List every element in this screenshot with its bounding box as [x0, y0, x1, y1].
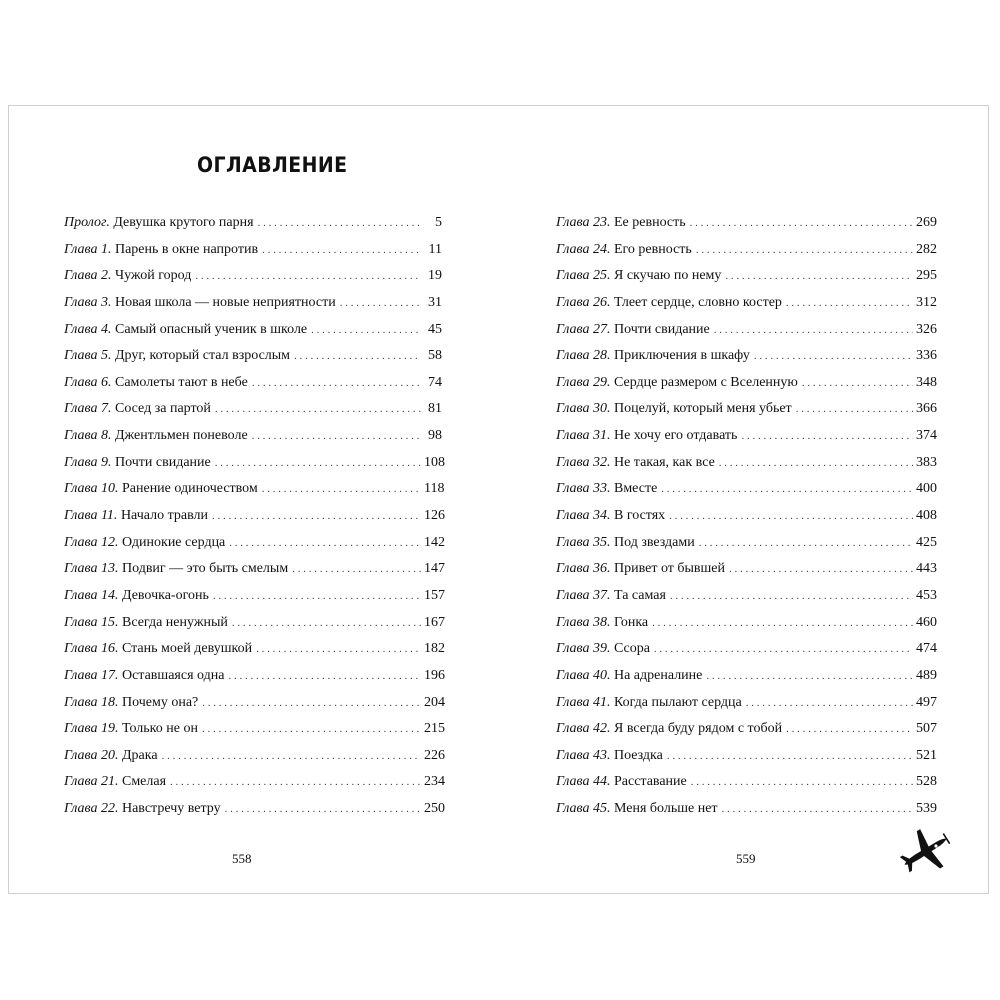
chapter-label: Глава 34. [556, 508, 611, 524]
toc-entry [556, 374, 937, 402]
chapter-label: Глава 23. [556, 215, 611, 230]
dot-leader [170, 776, 421, 788]
chapter-title: Драка [121, 747, 158, 763]
chapter-page-number: 204 [424, 694, 445, 710]
chapter-label: Глава 6. [64, 374, 112, 390]
chapter-title: Ссора [613, 641, 650, 657]
dot-leader [229, 537, 421, 549]
dot-leader [754, 350, 913, 362]
chapter-page-number: 521 [916, 747, 937, 763]
dot-leader [202, 723, 421, 735]
toc-entry [64, 641, 445, 668]
chapter-label: Глава 27. [556, 321, 611, 337]
chapter-title: Всегда ненужный [121, 614, 228, 630]
chapter-title: Только не он [121, 721, 198, 737]
chapter-page-number: 348 [916, 374, 937, 390]
toc-left-column [64, 215, 445, 828]
chapter-title: Его ревность [613, 241, 692, 257]
chapter-page-number: 400 [916, 481, 937, 497]
dot-leader [215, 457, 421, 469]
dot-leader [215, 403, 421, 415]
chapter-label: Глава 36. [556, 561, 611, 577]
chapter-label: Глава 13. [64, 561, 119, 577]
chapter-page-number: 215 [424, 721, 445, 737]
chapter-label: Глава 12. [64, 534, 119, 550]
toc-entry [64, 454, 445, 482]
chapter-label: Глава 9. [64, 454, 112, 470]
chapter-label: Глава 5. [64, 348, 112, 364]
chapter-label: Глава 19. [64, 721, 119, 737]
chapter-page-number: 226 [424, 747, 445, 763]
chapter-page-number: 539 [916, 801, 937, 817]
toc-entry [556, 294, 937, 322]
toc-entry [556, 747, 937, 775]
dot-leader [725, 270, 913, 282]
dot-leader [195, 270, 421, 282]
chapter-label: Глава 31. [556, 428, 611, 444]
chapter-page-number: 182 [424, 641, 445, 657]
chapter-label: Глава 21. [64, 774, 119, 790]
chapter-label: Глава 26. [556, 294, 611, 310]
toc-entry [556, 428, 937, 455]
toc-entry [556, 774, 937, 801]
chapter-label: Глава 24. [556, 241, 611, 257]
dot-leader [691, 776, 913, 788]
chapter-label: Глава 43. [556, 747, 611, 763]
chapter-title: Девушка крутого парня [113, 215, 254, 230]
toc-entry [556, 481, 937, 508]
dot-leader [802, 377, 913, 389]
dot-leader [719, 457, 913, 469]
chapter-title: Смелая [121, 774, 167, 790]
chapter-label: Пролог. [64, 215, 110, 230]
chapter-label: Глава 11. [64, 508, 118, 524]
chapter-page-number: 147 [424, 561, 445, 577]
page-number-left: 558 [232, 851, 252, 866]
toc-entry [556, 348, 937, 375]
chapter-page-number: 196 [424, 667, 445, 683]
chapter-label: Глава 7. [64, 401, 112, 417]
toc-entry [64, 721, 445, 748]
chapter-page-number: 142 [424, 534, 445, 550]
dot-leader [294, 350, 421, 362]
toc-entry [64, 401, 442, 428]
chapter-label: Глава 25. [556, 268, 611, 284]
chapter-title: Я скучаю по нему [613, 268, 722, 284]
chapter-title: Расставание [613, 774, 687, 790]
chapter-page-number: 81 [428, 401, 442, 417]
chapter-page-number: 443 [916, 561, 937, 577]
chapter-label: Глава 22. [64, 801, 119, 817]
dot-leader [340, 297, 421, 309]
chapter-title: Начало травли [120, 508, 208, 524]
dot-leader [699, 537, 913, 549]
toc-entry [64, 375, 442, 402]
toc-entry [64, 268, 442, 295]
chapter-title: Гонка [613, 614, 649, 630]
chapter-page-number: 250 [424, 801, 445, 817]
chapter-title: Стань моей девушкой [121, 641, 253, 657]
toc-entry [64, 667, 445, 695]
chapter-title: Самый опасный ученик в школе [114, 321, 308, 337]
toc-entry [556, 614, 937, 642]
chapter-label: Глава 30. [556, 401, 611, 417]
chapter-page-number: 326 [916, 321, 937, 337]
dot-leader [202, 697, 421, 709]
chapter-page-number: 460 [916, 614, 937, 630]
dot-leader [654, 643, 913, 655]
toc-entry [556, 241, 937, 269]
toc-entry [64, 428, 442, 455]
chapter-label: Глава 32. [556, 454, 611, 470]
chapter-title: Сердце размером с Вселенную [613, 374, 798, 390]
chapter-label: Глава 45. [556, 801, 611, 817]
page-title: ОГЛАВЛЕНИЕ [197, 153, 348, 177]
chapter-page-number: 312 [916, 294, 937, 310]
dot-leader [722, 803, 913, 815]
chapter-title: Почти свидание [613, 321, 710, 337]
dot-leader [661, 483, 913, 495]
chapter-page-number: 336 [916, 348, 937, 364]
chapter-title: Парень в окне напротив [114, 241, 259, 257]
toc-entry [64, 561, 445, 588]
toc-entry [64, 322, 442, 349]
toc-entry [556, 534, 937, 562]
toc-entry [64, 774, 445, 801]
dot-leader [252, 377, 421, 389]
dot-leader [256, 643, 421, 655]
chapter-title: Я всегда буду рядом с тобой [613, 721, 783, 737]
dot-leader [706, 670, 913, 682]
toc-entry [64, 481, 445, 508]
dot-leader [729, 563, 913, 575]
chapter-label: Глава 16. [64, 641, 119, 657]
dot-leader [213, 590, 421, 602]
dot-leader [162, 750, 421, 762]
chapter-page-number: 528 [916, 774, 937, 790]
chapter-title: Поцелуй, который меня убьет [613, 401, 792, 417]
chapter-label: Глава 42. [556, 721, 611, 737]
dot-leader [652, 617, 913, 629]
chapter-page-number: 408 [916, 508, 937, 524]
chapter-label: Глава 17. [64, 667, 119, 683]
dot-leader [741, 430, 913, 442]
toc-entry [556, 721, 937, 748]
toc-entry [64, 295, 442, 322]
chapter-label: Глава 44. [556, 774, 611, 790]
chapter-title: Новая школа — новые неприятности [114, 294, 336, 310]
chapter-label: Глава 10. [64, 481, 119, 497]
chapter-label: Глава 40. [556, 667, 611, 683]
chapter-label: Глава 2. [64, 268, 112, 284]
chapter-title: Та самая [613, 587, 666, 603]
chapter-page-number: 118 [424, 481, 445, 497]
chapter-title: Чужой город [114, 268, 192, 284]
chapter-label: Глава 18. [64, 694, 119, 710]
chapter-label: Глава 38. [556, 614, 611, 630]
toc-entry [556, 508, 937, 535]
toc-entry [64, 694, 445, 722]
chapter-title: Почти свидание [114, 454, 211, 470]
toc-right-column [556, 215, 937, 828]
airplane-icon [898, 826, 952, 878]
toc-entry [556, 268, 937, 295]
toc-entry [64, 614, 445, 642]
chapter-title: Не такая, как все [613, 454, 715, 470]
dot-leader [746, 697, 913, 709]
dot-leader [228, 670, 421, 682]
chapter-title: Когда пылают сердца [613, 694, 742, 710]
toc-entry [556, 641, 937, 668]
chapter-title: В гостях [613, 508, 666, 524]
chapter-page-number: 453 [916, 587, 937, 603]
dot-leader [262, 483, 421, 495]
chapter-page-number: 31 [428, 294, 442, 310]
chapter-page-number: 234 [424, 774, 445, 790]
toc-entry [64, 215, 442, 242]
chapter-title: Приключения в шкафу [613, 348, 750, 364]
chapter-label: Глава 35. [556, 534, 611, 550]
chapter-title: Тлеет сердце, словно костер [613, 294, 782, 310]
toc-entry [64, 801, 445, 828]
chapter-page-number: 74 [428, 374, 442, 390]
chapter-page-number: 282 [916, 241, 937, 257]
dot-leader [667, 750, 913, 762]
chapter-title: Поездка [613, 747, 663, 763]
dot-leader [225, 803, 421, 815]
chapter-label: Глава 28. [556, 348, 611, 364]
toc-entry [64, 587, 445, 615]
chapter-page-number: 5 [435, 215, 442, 230]
chapter-title: Вместе [613, 481, 658, 497]
chapter-label: Глава 14. [64, 587, 119, 603]
dot-leader [714, 324, 913, 336]
chapter-page-number: 366 [916, 401, 937, 417]
dot-leader [252, 430, 421, 442]
toc-entry [556, 801, 937, 828]
chapter-page-number: 489 [916, 667, 937, 683]
chapter-label: Глава 1. [64, 241, 112, 257]
toc-entry [64, 534, 445, 562]
chapter-page-number: 11 [428, 241, 442, 257]
chapter-title: Оставшаяся одна [121, 667, 225, 683]
chapter-title: Почему она? [121, 694, 199, 710]
toc-entry [64, 348, 442, 375]
toc-entry [556, 667, 937, 695]
chapter-title: Привет от бывшей [613, 561, 726, 577]
chapter-page-number: 157 [424, 587, 445, 603]
chapter-page-number: 269 [916, 215, 937, 230]
dot-leader [262, 244, 421, 256]
chapter-label: Глава 15. [64, 614, 119, 630]
chapter-page-number: 108 [424, 454, 445, 470]
dot-leader [311, 324, 421, 336]
chapter-label: Глава 29. [556, 374, 611, 390]
dot-leader [258, 217, 421, 229]
page-number-right: 559 [736, 851, 756, 866]
toc-entry [64, 242, 442, 269]
chapter-title: Ранение одиночеством [121, 481, 258, 497]
toc-entry [556, 454, 937, 482]
chapter-title: Навстречу ветру [121, 801, 221, 817]
chapter-label: Глава 8. [64, 428, 112, 444]
dot-leader [292, 563, 421, 575]
chapter-page-number: 374 [916, 428, 937, 444]
chapter-title: Джентльмен поневоле [114, 428, 248, 444]
chapter-page-number: 98 [428, 428, 442, 444]
chapter-page-number: 45 [428, 321, 442, 337]
chapter-page-number: 497 [916, 694, 937, 710]
chapter-page-number: 507 [916, 721, 937, 737]
dot-leader [670, 590, 913, 602]
chapter-label: Глава 4. [64, 321, 112, 337]
chapter-label: Глава 39. [556, 641, 611, 657]
chapter-page-number: 474 [916, 641, 937, 657]
chapter-label: Глава 33. [556, 481, 611, 497]
chapter-title: Девочка-огонь [121, 587, 209, 603]
chapter-title: Самолеты тают в небе [114, 374, 248, 390]
chapter-title: Сосед за партой [114, 401, 211, 417]
toc-entry [64, 747, 445, 775]
dot-leader [690, 217, 913, 229]
toc-entry [64, 508, 445, 535]
chapter-page-number: 19 [428, 268, 442, 284]
dot-leader [669, 510, 913, 522]
chapter-page-number: 295 [916, 268, 937, 284]
chapter-label: Глава 37. [556, 587, 611, 603]
chapter-page-number: 126 [424, 508, 445, 524]
chapter-title: Ее ревность [613, 215, 686, 230]
toc-entry [556, 587, 937, 615]
chapter-title: Подвиг — это быть смелым [121, 561, 289, 577]
chapter-page-number: 425 [916, 534, 937, 550]
toc-entry [556, 401, 937, 428]
dot-leader [232, 617, 421, 629]
dot-leader [786, 723, 913, 735]
dot-leader [212, 510, 421, 522]
chapter-page-number: 58 [428, 348, 442, 364]
chapter-title: Не хочу его отдавать [613, 428, 738, 444]
chapter-label: Глава 3. [64, 294, 112, 310]
chapter-title: Под звездами [613, 534, 695, 550]
toc-entry [556, 561, 937, 588]
toc-entry [556, 321, 937, 349]
chapter-title: Меня больше нет [613, 801, 718, 817]
chapter-page-number: 167 [424, 614, 445, 630]
chapter-title: На адреналине [613, 667, 703, 683]
toc-entry [556, 215, 937, 242]
chapter-label: Глава 41. [556, 694, 611, 710]
chapter-label: Глава 20. [64, 747, 119, 763]
toc-entry [556, 694, 937, 722]
chapter-title: Друг, который стал взрослым [114, 348, 291, 364]
chapter-title: Одинокие сердца [121, 534, 226, 550]
dot-leader [786, 297, 913, 309]
dot-leader [796, 403, 913, 415]
chapter-page-number: 383 [916, 454, 937, 470]
dot-leader [696, 244, 913, 256]
